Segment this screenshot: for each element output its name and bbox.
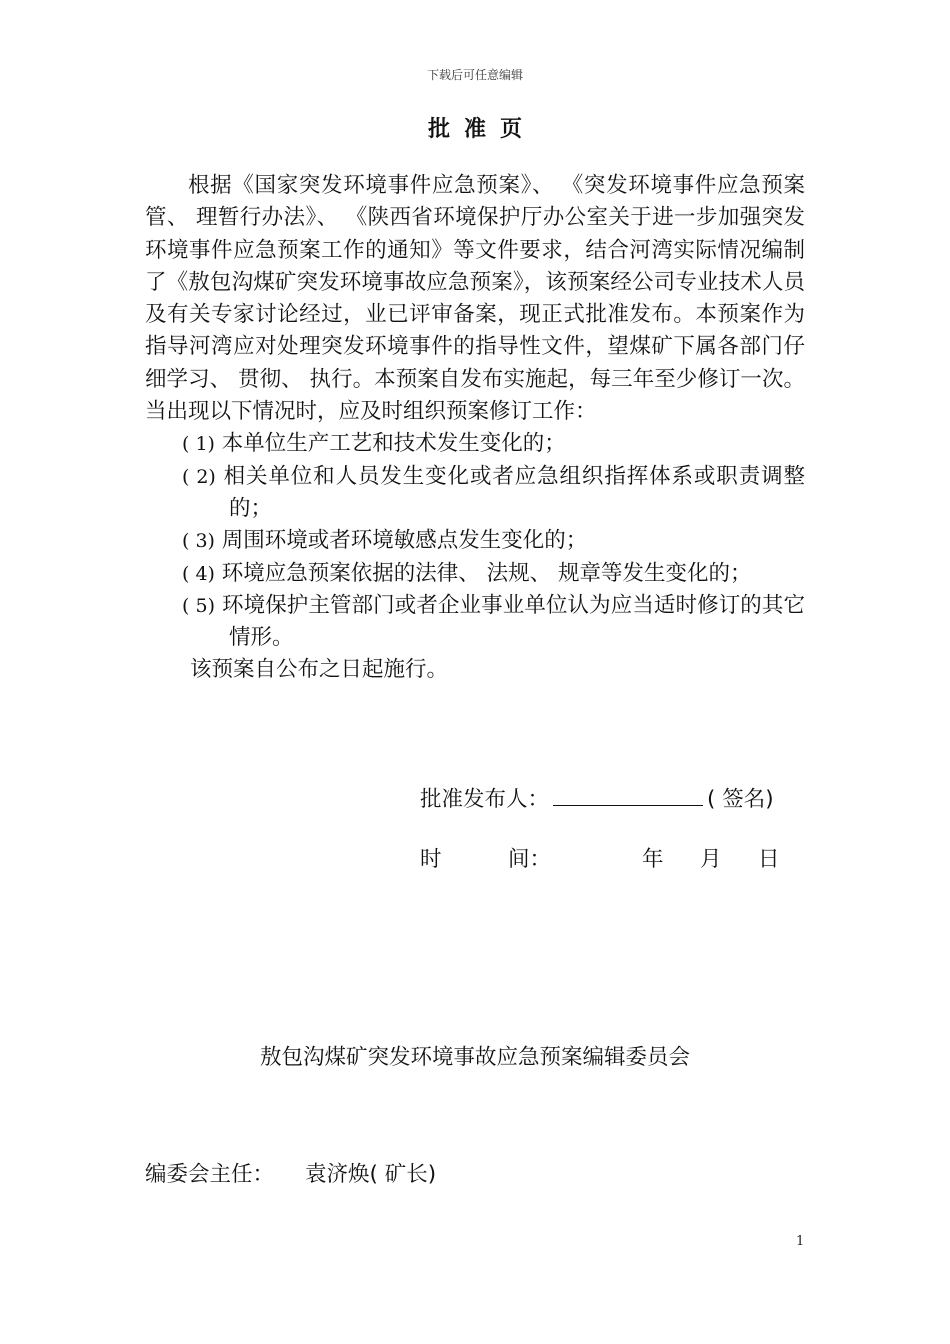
list-item — [145, 558, 805, 590]
director-name: 袁济焕( 矿长) — [305, 1162, 437, 1187]
list-item-text: 相关单位和人员发生变化或者应急组织指挥体系或职责调整的； — [223, 463, 805, 521]
time-row — [420, 842, 780, 873]
list-item-text: 本单位生产工艺和技术发生变化的； — [221, 431, 566, 457]
closing-sentence: 该预案自公布之日起施行。 — [190, 657, 449, 683]
time-label-char-2: 间： — [508, 847, 552, 872]
list-item — [145, 461, 805, 526]
list-item-text: 环境应急预案依据的法律、 法规、 规章等发生变化的； — [221, 560, 752, 586]
signature-label: 批准发布人： — [420, 787, 550, 812]
list-item-text: 周围环境或者环境敏感点发生变化的； — [221, 528, 588, 554]
header-note: 下载后可任意编辑 — [426, 68, 523, 82]
revision-conditions-list — [145, 428, 805, 654]
signature-row — [420, 782, 774, 813]
document-body — [145, 170, 805, 687]
year-unit: 年 — [642, 847, 664, 872]
month-unit: 月 — [700, 847, 722, 872]
list-item — [145, 590, 805, 655]
director-row — [145, 1157, 436, 1188]
list-item-text: 环境保护主管部门或者企业事业单位认为应当适时修订的其它情形。 — [222, 592, 805, 651]
list-item — [145, 428, 805, 460]
signature-line[interactable] — [553, 785, 703, 806]
committee-name: 敖包沟煤矿突发环境事故应急预案编辑委员会 — [259, 1045, 690, 1070]
page-number: 1 — [796, 1234, 805, 1249]
intro-paragraph: 根据《国家突发环境事件应急预案》、 《突发环境事件应急预案管、 理暂行办法》、 《陕西省环境保护厅办公室关于进一步加强突发环境事件应急预案工作的通知》等文件要求，结合河湾实际情况编制了《敖包沟煤矿突发环境事故应急预案》，该预案经公司专业技术人员及有关专家讨论经过，业已评审备案，现正式批准发布。本预案作为指导河湾应对处理突发环境事件的指导性文件，望煤矿下属各部门仔细学习、 贯彻、 执行。本预案自发布实施起，每三年至少修订一次。当出现以下情况时，应及时组织预案修订工作： — [145, 173, 805, 425]
time-label-char-1: 时 — [420, 847, 442, 872]
signature-suffix: ( 签名) — [707, 787, 774, 812]
list-item-number: ( 3) — [182, 530, 215, 553]
day-unit: 日 — [758, 847, 780, 872]
page-title: 批准页 — [427, 117, 536, 142]
list-item-number: ( 5) — [182, 594, 216, 617]
list-item — [145, 525, 805, 557]
list-item-number: ( 4) — [182, 562, 215, 585]
list-item-number: ( 1) — [182, 433, 215, 456]
list-item-number: ( 2) — [182, 465, 216, 488]
director-label: 编委会主任： — [145, 1162, 275, 1187]
